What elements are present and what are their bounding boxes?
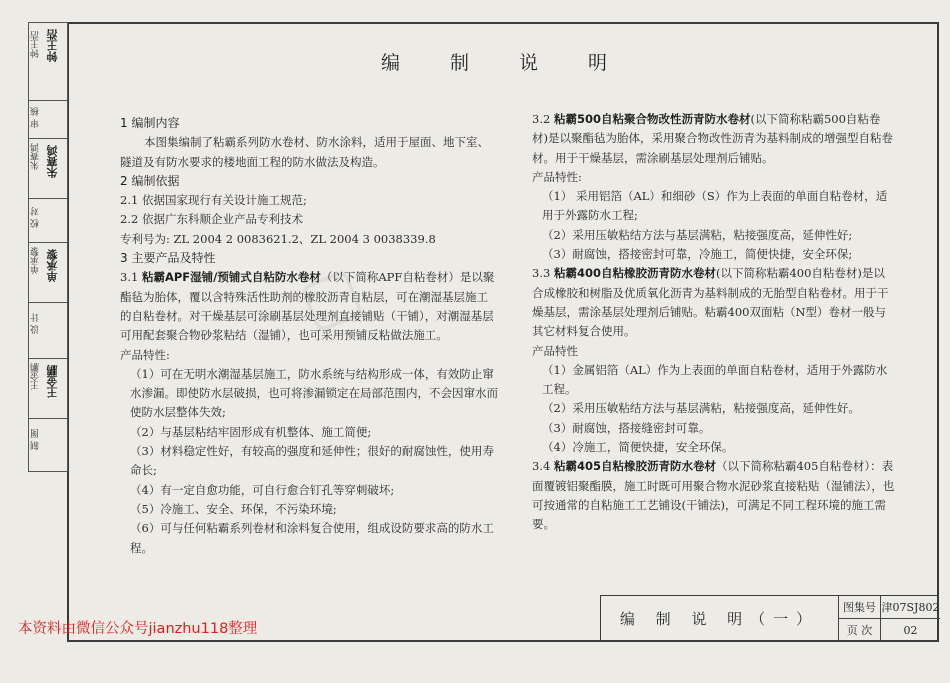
feature-item: （3）材料稳定性好，有较高的强度和延伸性；很好的耐腐蚀性，使用寿命长; — [130, 444, 494, 478]
sidebar-label: 制 图 — [31, 429, 41, 450]
clause-number: 3.1 — [120, 270, 142, 285]
feature-item: （1） 采用铝箔（AL）和细砂（S）作为上表面的单面自粘卷材，适用于外露防水工程; — [542, 189, 888, 223]
page-title: 编 制 说 明 — [380, 52, 630, 74]
feature-title: 产品特性: — [532, 169, 582, 184]
signature: 钟王浩 — [46, 29, 59, 62]
clause-number: 3.2 — [532, 112, 554, 126]
sidebar-cell — [28, 358, 68, 418]
feature-item: （1）可在无明水潮湿基层施工，防水系统与结构形成一体，有效防止窜水渗漏。即使防水层破损，也可将渗漏锁定在局部范围内，不会因窜水而使防水层整体失效; — [130, 366, 498, 420]
watermark-text: 本资料由微信公众号jianzhu118整理 — [18, 621, 258, 637]
paragraph-text: (以下简称粘霸400自粘卷材)是以合成橡胶和树脂及优质氧化沥青为基料制成的无胎型自粘卷材。用于干燥基层，需涂基层处理剂后铺贴。粘霸400双面粘（N型）卷材一般与其它材料复合使用。 — [532, 266, 889, 339]
sidebar-label: 设 计 — [31, 313, 41, 334]
product-name: 粘霸405自粘橡胶沥青防水卷材 — [553, 459, 716, 474]
feature-item: （3）耐腐蚀，搭接密封可靠，冷施工，简便快捷，安全环保; — [542, 247, 853, 262]
sidebar-label: 单承黎 — [31, 247, 41, 274]
sidebar-cell — [28, 418, 68, 472]
title-block — [600, 595, 939, 642]
sidebar-label: 审 核 — [31, 107, 41, 128]
product-name: 粘霸APF湿铺/预铺式自粘防水卷材 — [141, 270, 321, 285]
feature-item: （3）耐腐蚀，搭接缝密封可靠。 — [542, 420, 711, 435]
paragraph: 本图集编制了粘霸系列防水卷材、防水涂料，适用于屋面、地下室、隧道及有防水要求的楼地面工程的防水做法及构造。 — [120, 135, 489, 169]
sidebar-label: 校 对 — [31, 207, 41, 228]
feature-item: （4）有一定自愈功能，可自行愈合钉孔等穿刺破坏; — [130, 482, 395, 497]
background-stamp: ▢ — [288, 251, 373, 343]
product-name: 粘霸500自粘聚合物改性沥青防水卷材 — [553, 112, 751, 126]
product-name: 粘霸400自粘橡胶沥青防水卷材 — [553, 266, 716, 281]
feature-item: （6）可与任何粘霸系列卷材和涂料复合使用，组成设防要求高的防水工程。 — [130, 521, 494, 555]
page-label: 页 次 — [839, 619, 881, 642]
sidebar-cell — [28, 100, 68, 138]
clause-number: 3.3 — [532, 266, 554, 281]
sidebar-label: 王金鹏 — [31, 363, 41, 390]
page-number: 02 — [903, 624, 918, 637]
sidebar-cell — [28, 242, 68, 302]
section-heading: 1 编制内容 — [120, 116, 180, 130]
feature-item: （5）冷施工、安全、环保，不污染环境; — [130, 501, 337, 516]
feature-item: （2）与基层粘结牢固形成有机整体、施工简便; — [130, 424, 372, 439]
left-column — [120, 114, 498, 558]
feature-title: 产品特性: — [120, 347, 170, 362]
signature: 单承黎 — [46, 249, 59, 282]
signature: 朱赛鸿 — [46, 145, 59, 178]
paragraph: 2.2 依据广东科顺企业产品专利技术 — [120, 212, 303, 227]
feature-item: （1）金属铝箔（AL）作为上表面的单面自粘卷材，适用于外露防水工程。 — [542, 362, 888, 397]
paragraph — [532, 264, 896, 341]
paragraph — [532, 457, 896, 534]
atlas-label: 图集号 — [839, 596, 881, 619]
atlas-number: 津07SJ802 — [881, 596, 940, 619]
paragraph-text: （以下简称APF自粘卷材）是以聚酯毡为胎体，覆以含特殊活性助剂的橡胶沥青自粘层，可在潮湿基层施工的自粘卷材。对干燥基层可涂刷基层处理剂直接铺贴（干铺），对潮湿基层可用配套聚合物砂浆粘结（湿铺），也可采用预铺反粘做法施工。 — [120, 270, 495, 343]
sidebar-cell — [28, 138, 68, 198]
signature: 王金鹏 — [46, 365, 59, 398]
paragraph — [532, 110, 896, 168]
feature-item: （2）采用压敏粘结方法与基层满粘，粘接强度高，延伸性好。 — [542, 401, 860, 416]
section-heading: 3 主要产品及特性 — [120, 251, 216, 266]
feature-title: 产品特性 — [532, 343, 578, 358]
sheet-name: 编 制 说 明（一） — [601, 596, 839, 642]
sidebar-label: 朱赛鸿 — [31, 143, 41, 170]
signature-sidebar — [28, 22, 68, 642]
sidebar-label: 钟王浩 — [31, 31, 41, 58]
feature-item: （2）采用压敏粘结方法与基层满粘，粘接强度高，延伸性好; — [542, 227, 853, 242]
feature-item: （4）冷施工，简便快捷，安全环保。 — [542, 440, 734, 455]
patent-numbers: 专利号为: ZL 2004 2 0083621.2、ZL 2004 3 0038339.8 — [120, 231, 436, 246]
clause-number: 3.4 — [532, 459, 554, 474]
sidebar-cell — [28, 302, 68, 358]
sidebar-cell — [28, 198, 68, 242]
paragraph — [120, 268, 498, 345]
paragraph-text: （以下简称粘霸405自粘卷材）：表面覆镀铝聚酯膜，施工时既可用聚合物水泥砂浆直接粘贴（湿铺法），也可按通常的自粘施工工艺铺设(干铺法)，可满足不同工程环境的施工需要。 — [532, 459, 895, 532]
paragraph: 2.1 依据国家现行有关设计施工规范; — [120, 193, 307, 208]
section-heading: 2 编制依据 — [120, 173, 180, 188]
right-column — [532, 110, 896, 535]
paragraph-text: (以下简称粘霸500自粘卷材)是以聚酯毡为胎体，采用聚合物改性沥青为基料制成的增强型自粘卷材。用于干燥基层，需涂刷基层处理剂后铺贴。 — [532, 112, 893, 165]
